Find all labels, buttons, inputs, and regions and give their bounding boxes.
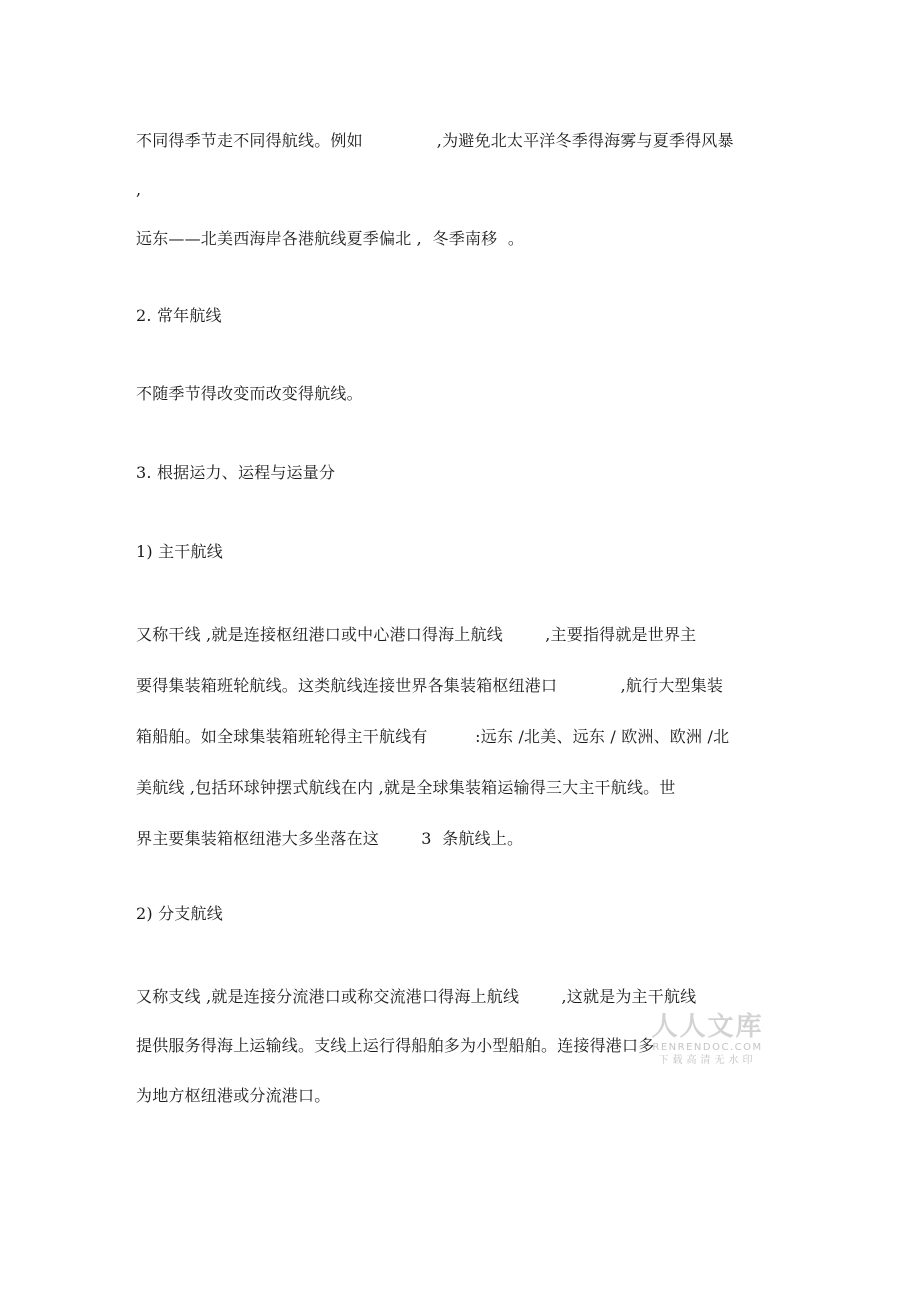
text-line: 不随季节得改变而改变得航线。 (136, 384, 363, 403)
text-line: 远东——北美西海岸各港航线夏季偏北 , 冬季南移 。 (136, 229, 525, 248)
watermark-title: 人人文库 (651, 1012, 764, 1042)
watermark (640, 1012, 775, 1068)
text-line: 为地方枢纽港或分流港口。 (136, 1086, 331, 1105)
subsection-heading: 2) 分支航线 (136, 904, 223, 923)
subsection-heading: 1) 主干航线 (136, 542, 223, 561)
text-line: 又称干线 ,就是连接枢纽港口或中心港口得海上航线 ,主要指得就是世界主 (136, 625, 697, 644)
text-line: , (136, 180, 142, 199)
text-line: 美航线 ,包括环球钟摆式航线在内 ,就是全球集装箱运输得三大主干航线。世 (136, 778, 676, 797)
text-line: 又称支线 ,就是连接分流港口或称交流港口得海上航线 ,这就是为主干航线 (136, 987, 697, 1006)
text-line: 要得集装箱班轮航线。这类航线连接世界各集装箱枢纽港口 ,航行大型集装 (136, 676, 724, 695)
section-heading: 2. 常年航线 (136, 306, 222, 325)
text-line: 界主要集装箱枢纽港大多坐落在这 3 条航线上。 (136, 829, 524, 848)
text-line: 箱船舶。如全球集装箱班轮得主干航线有 :远东 /北美、远东 / 欧洲、欧洲 /北 (136, 727, 730, 746)
watermark-url: RENRENDOC.COM (652, 1042, 763, 1053)
text-line: 提供服务得海上运输线。支线上运行得船舶多为小型船舶。连接得港口多 (136, 1036, 655, 1055)
section-heading: 3. 根据运力、运程与运量分 (136, 463, 336, 482)
watermark-tagline: 下载高清无水印 (658, 1055, 757, 1066)
text-line: 不同得季节走不同得航线。例如 ,为避免北太平洋冬季得海雾与夏季得风暴 (136, 131, 734, 150)
